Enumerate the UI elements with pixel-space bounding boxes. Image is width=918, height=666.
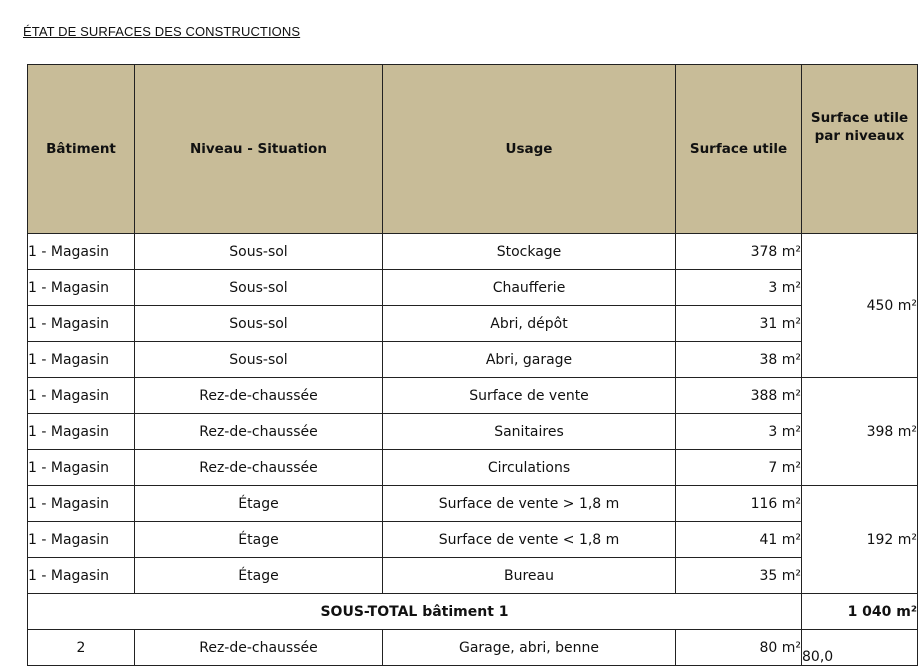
cell-batiment: 1 - Magasin [28,522,135,558]
cell-usage: Surface de vente [383,378,676,414]
table-row [28,270,918,306]
header-niveau-situation: Niveau - Situation [135,65,383,234]
subtotal-label: SOUS-TOTAL bâtiment 1 [28,594,802,630]
cell-niveau: Sous-sol [135,306,383,342]
cell-batiment: 1 - Magasin [28,270,135,306]
cell-batiment: 1 - Magasin [28,306,135,342]
header-surface-utile-par-niveaux: Surface utile par niveaux [802,65,918,234]
cell-level-total-etage: 192 m² [802,486,918,594]
table-row [28,450,918,486]
table-row [28,522,918,558]
subtotal-value: 1 040 m² [802,594,918,630]
cell-niveau: Sous-sol [135,234,383,270]
cell-usage: Abri, dépôt [383,306,676,342]
cell-usage: Garage, abri, benne [383,630,676,666]
cell-usage: Stockage [383,234,676,270]
cell-niveau: Rez-de-chaussée [135,450,383,486]
cell-batiment: 1 - Magasin [28,414,135,450]
cell-usage: Chaufferie [383,270,676,306]
cell-niveau: Sous-sol [135,342,383,378]
cell-batiment: 1 - Magasin [28,234,135,270]
cell-usage: Surface de vente < 1,8 m [383,522,676,558]
cell-surface: 41 m² [676,522,802,558]
cell-level-total-sous-sol: 450 m² [802,234,918,378]
table-row [28,306,918,342]
table-header-row [28,65,918,234]
subtotal-row [28,594,918,630]
cell-level-total-batiment-2: 80,0 [802,630,918,666]
table-row [28,414,918,450]
cell-batiment: 1 - Magasin [28,342,135,378]
cell-batiment: 2 [28,630,135,666]
table-row [28,342,918,378]
cell-usage: Surface de vente > 1,8 m [383,486,676,522]
cell-niveau: Sous-sol [135,270,383,306]
cell-usage: Sanitaires [383,414,676,450]
cell-niveau: Rez-de-chaussée [135,630,383,666]
cell-batiment: 1 - Magasin [28,378,135,414]
cell-batiment: 1 - Magasin [28,450,135,486]
cell-niveau: Étage [135,558,383,594]
cell-surface: 388 m² [676,378,802,414]
table-row [28,558,918,594]
cell-niveau: Étage [135,522,383,558]
cell-niveau: Rez-de-chaussée [135,378,383,414]
cell-batiment: 1 - Magasin [28,558,135,594]
cell-surface: 80 m² [676,630,802,666]
cell-surface: 116 m² [676,486,802,522]
cell-surface: 7 m² [676,450,802,486]
table-row [28,234,918,270]
cell-surface: 38 m² [676,342,802,378]
cell-batiment: 1 - Magasin [28,486,135,522]
cell-niveau: Étage [135,486,383,522]
table-row [28,378,918,414]
cell-surface: 35 m² [676,558,802,594]
cell-usage: Bureau [383,558,676,594]
cell-niveau: Rez-de-chaussée [135,414,383,450]
header-batiment: Bâtiment [28,65,135,234]
cell-surface: 31 m² [676,306,802,342]
cell-level-total-rez-de-chaussee: 398 m² [802,378,918,486]
cell-surface: 3 m² [676,414,802,450]
cell-surface: 3 m² [676,270,802,306]
cell-surface: 378 m² [676,234,802,270]
cell-usage: Circulations [383,450,676,486]
table-row [28,486,918,522]
document-title: ÉTAT DE SURFACES DES CONSTRUCTIONS [23,24,301,39]
cell-usage: Abri, garage [383,342,676,378]
header-usage: Usage [383,65,676,234]
table-row [28,630,918,666]
header-surface-utile: Surface utile [676,65,802,234]
surfaces-table [27,64,918,666]
